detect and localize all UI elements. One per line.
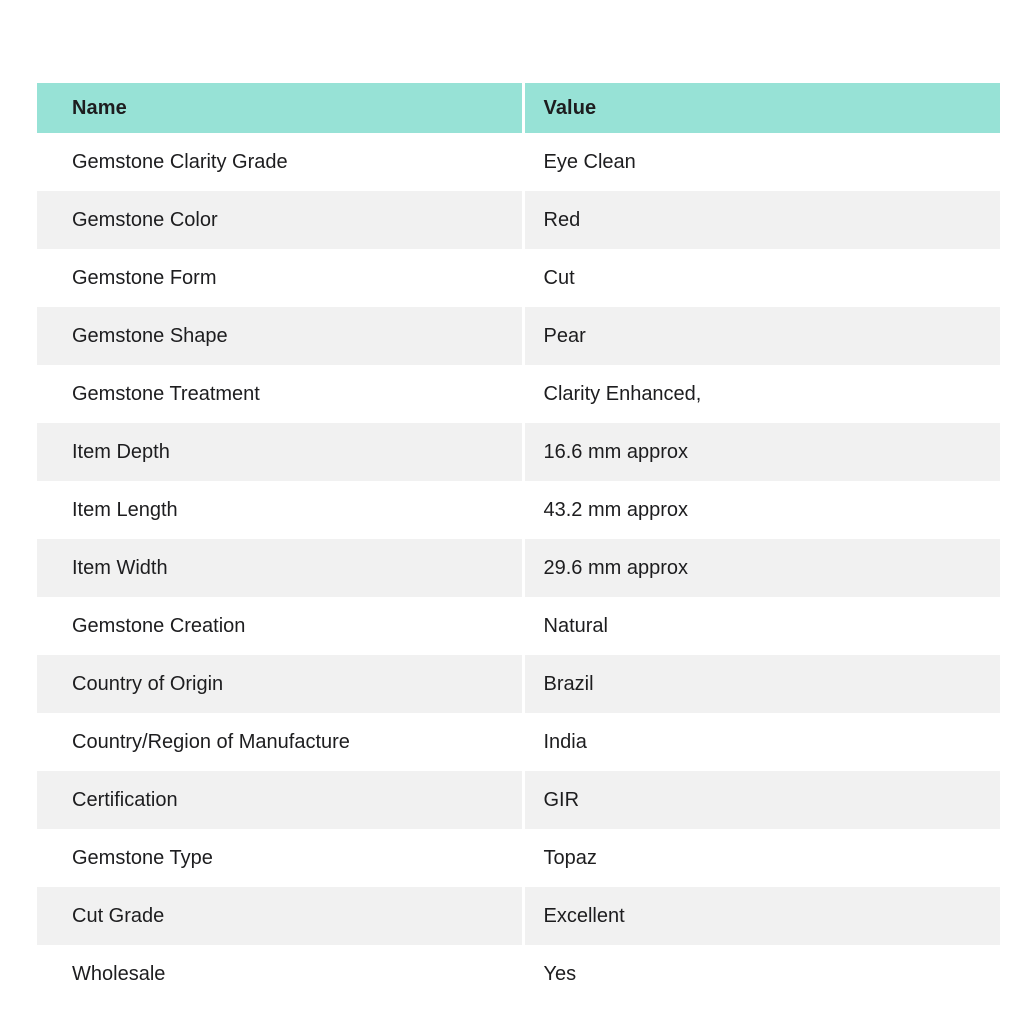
spec-value-cell: 43.2 mm approx: [523, 481, 1000, 539]
table-header-row: [37, 83, 1000, 133]
table-row: [37, 133, 1000, 191]
table-row: [37, 771, 1000, 829]
spec-value-cell: Brazil: [523, 655, 1000, 713]
table-header: [37, 83, 1000, 133]
spec-name-cell: Item Width: [37, 539, 523, 597]
table-row: [37, 423, 1000, 481]
spec-value-cell: Pear: [523, 307, 1000, 365]
table-row: [37, 945, 1000, 1003]
spec-name-cell: Item Length: [37, 481, 523, 539]
spec-name-cell: Gemstone Color: [37, 191, 523, 249]
table-row: [37, 365, 1000, 423]
spec-name-cell: Wholesale: [37, 945, 523, 1003]
spec-name-cell: Country/Region of Manufacture: [37, 713, 523, 771]
column-header-name: Name: [37, 83, 523, 133]
spec-value-cell: 29.6 mm approx: [523, 539, 1000, 597]
table-row: [37, 829, 1000, 887]
spec-name-cell: Gemstone Type: [37, 829, 523, 887]
spec-value-cell: Clarity Enhanced,: [523, 365, 1000, 423]
spec-value-cell: Eye Clean: [523, 133, 1000, 191]
table-row: [37, 249, 1000, 307]
spec-value-cell: GIR: [523, 771, 1000, 829]
spec-name-cell: Certification: [37, 771, 523, 829]
spec-name-cell: Gemstone Form: [37, 249, 523, 307]
spec-name-cell: Item Depth: [37, 423, 523, 481]
table-row: [37, 713, 1000, 771]
spec-name-cell: Gemstone Treatment: [37, 365, 523, 423]
table-row: [37, 539, 1000, 597]
spec-name-cell: Cut Grade: [37, 887, 523, 945]
spec-value-cell: Natural: [523, 597, 1000, 655]
spec-value-cell: Red: [523, 191, 1000, 249]
table-row: [37, 191, 1000, 249]
spec-name-cell: Gemstone Shape: [37, 307, 523, 365]
spec-value-cell: Topaz: [523, 829, 1000, 887]
spec-value-cell: Cut: [523, 249, 1000, 307]
column-header-value: Value: [523, 83, 1000, 133]
spec-name-cell: Country of Origin: [37, 655, 523, 713]
spec-value-cell: 16.6 mm approx: [523, 423, 1000, 481]
table-row: [37, 481, 1000, 539]
spec-value-cell: Yes: [523, 945, 1000, 1003]
spec-value-cell: Excellent: [523, 887, 1000, 945]
spec-name-cell: Gemstone Clarity Grade: [37, 133, 523, 191]
spec-value-cell: India: [523, 713, 1000, 771]
item-specifics-table: [37, 83, 1000, 1003]
table-row: [37, 655, 1000, 713]
table-row: [37, 887, 1000, 945]
table-row: [37, 597, 1000, 655]
spec-name-cell: Gemstone Creation: [37, 597, 523, 655]
table-body: [37, 133, 1000, 1003]
table-row: [37, 307, 1000, 365]
